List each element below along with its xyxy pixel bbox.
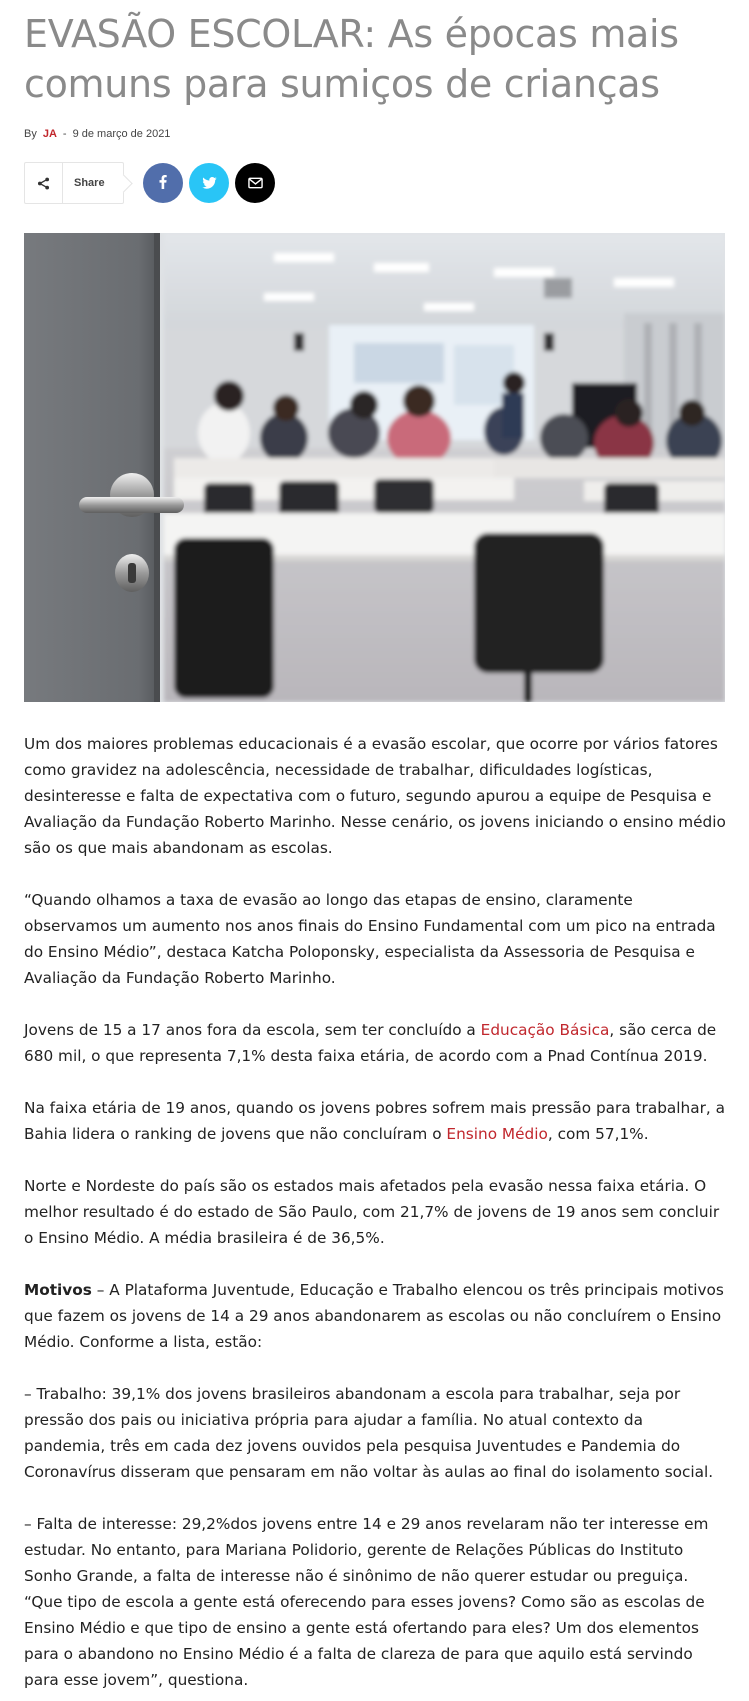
twitter-share-button[interactable] (189, 163, 229, 203)
paragraph-3: Jovens de 15 a 17 anos fora da escola, sem ter concluído a Educação Básica, são cerca de 680 mil, o que representa 7,1% desta faixa etária, de acordo com a Pnad Contínua 2019. (24, 1021, 717, 1065)
article-title: EVASÃO ESCOLAR: As épocas mais comuns para sumiços de crianças (24, 12, 679, 106)
facebook-share-button[interactable] (143, 163, 183, 203)
share-label: Share (74, 177, 105, 189)
article-body (24, 731, 726, 1693)
social-buttons (143, 163, 275, 203)
by-label: By (24, 128, 37, 140)
paragraph-8: – Falta de interesse: 29,2%dos jovens entre 14 e 29 anos revelaram não ter interesse em estudar. No entanto, para Mariana Polidorio, gerente de Relações Públicas do Instituto Sonho Grande, a falta de interesse não é sinônimo de não querer estudar ou preguiça. “Que tipo de escola a gente está oferecendo para esses jovens? Como são as escolas de Ensino Médio e que tipo de ensino a gente está ofertando para eles? Um dos elementos para o abandono no Ensino Médio é a falta de clareza de para que aquilo está servindo para esse jovem”, questiona. (24, 1515, 709, 1689)
paragraph-4: Na faixa etária de 19 anos, quando os jovens pobres sofrem mais pressão para trabalhar, a Bahia lidera o ranking de jovens que não concluíram o Ensino Médio, com 57,1%. (24, 1099, 726, 1143)
share-button[interactable] (24, 162, 124, 204)
article-meta (24, 127, 725, 141)
paragraph-6: Motivos – A Plataforma Juventude, Educação e Trabalho elencou os três principais motivos que fazem os jovens de 14 a 29 anos abandonarem as escolas ou não concluírem o Ensino Médio. Conforme a lista, estão: (24, 1281, 724, 1351)
educacao-basica-link[interactable]: Educação Básica (480, 1021, 610, 1039)
paragraph-7: – Trabalho: 39,1% dos jovens brasileiros abandonam a escola para trabalhar, seja por pressão dos pais ou iniciativa própria para ajudar a família. No atual contexto da pandemia, três em cada dez jovens ouvidos pela pesquisa Juventudes e Pandemia do Coronavírus disseram que pensaram em não voltar às aulas ao final do isolamento social. (24, 1385, 714, 1481)
author-link[interactable]: JA (42, 128, 57, 140)
paragraph-2: “Quando olhamos a taxa de evasão ao longo das etapas de ensino, claramente observamos um aumento nos anos finais do Ensino Fundamental com um pico na entrada do Ensino Médio”, destaca Katcha Poloponsky, especialista da Assessoria de Pesquisa e Avaliação da Fundação Roberto Marinho. (24, 891, 716, 987)
article-page (0, 9, 749, 1701)
featured-image (24, 233, 725, 702)
share-bar (24, 162, 725, 204)
paragraph-5: Norte e Nordeste do país são os estados mais afetados pela evasão nessa faixa etária. O melhor resultado é do estado de São Paulo, com 21,7% de jovens de 19 anos sem concluir o Ensino Médio. A média brasileira é de 36,5%. (24, 1177, 720, 1247)
publish-date: 9 de março de 2021 (72, 128, 171, 140)
motivos-heading: Motivos (24, 1281, 92, 1299)
email-icon (248, 174, 263, 193)
twitter-icon (202, 174, 217, 193)
meta-separator: - (62, 128, 67, 140)
paragraph-1: Um dos maiores problemas educacionais é a evasão escolar, que ocorre por vários fatores como gravidez na adolescência, necessidade de trabalhar, dificuldades logísticas, desinteresse e falta de expectativa com o futuro, segundo apurou a equipe de Pesquisa e Avaliação da Fundação Roberto Marinho. Nesse cenário, os jovens iniciando o ensino médio são os que mais abandonam as escolas. (24, 735, 726, 857)
share-icon (25, 163, 63, 203)
facebook-icon (159, 174, 167, 193)
ensino-medio-link[interactable]: Ensino Médio (446, 1125, 548, 1143)
email-share-button[interactable] (235, 163, 275, 203)
